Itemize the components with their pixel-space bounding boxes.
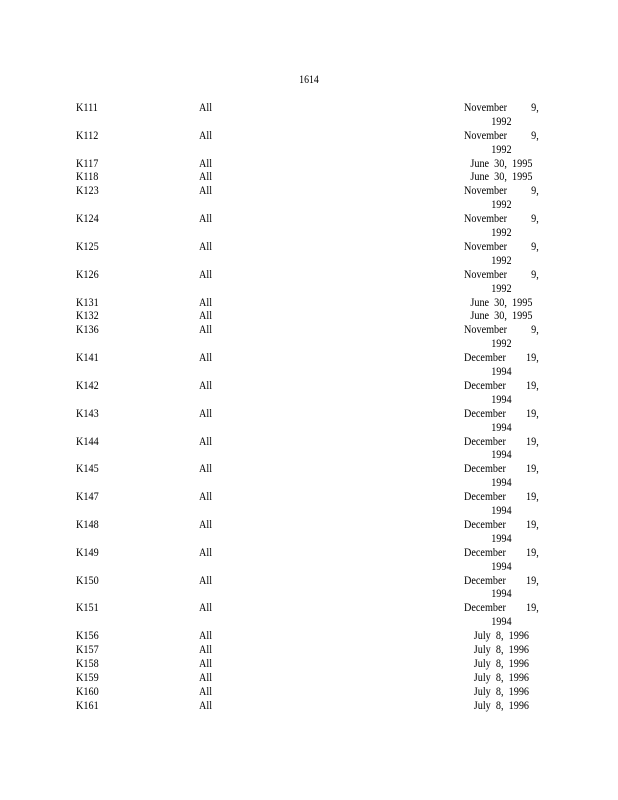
row-scope: All (199, 697, 213, 712)
table-row (0, 643, 618, 657)
date-year: 1994 (491, 447, 512, 462)
row-scope: All (199, 544, 213, 559)
row-scope: All (199, 211, 213, 226)
date-month: December (464, 516, 506, 531)
date-month: November (464, 183, 508, 198)
row-scope: All (199, 308, 213, 323)
date-line-1 (464, 546, 539, 560)
date-line-1 (464, 101, 539, 115)
date-month: November (464, 211, 508, 226)
date-month: December (464, 544, 506, 559)
date-year: 1994 (491, 364, 512, 379)
row-scope: All (199, 628, 213, 643)
table-row (0, 379, 618, 407)
date-year: 1992 (491, 280, 512, 295)
date-year: 1992 (491, 113, 512, 128)
row-scope: All (199, 294, 213, 309)
row-date (464, 379, 539, 407)
date-year: 1994 (491, 586, 512, 601)
date-month: December (464, 405, 506, 420)
row-code: K124 (76, 211, 99, 226)
date-month: December (464, 433, 506, 448)
date-day: 9, (531, 127, 539, 142)
row-scope: All (199, 433, 213, 448)
row-scope: All (199, 100, 213, 114)
table-row (0, 157, 618, 171)
date-month: December (464, 377, 506, 392)
date-month: December (464, 350, 506, 365)
date-line-1 (464, 351, 539, 365)
row-date (464, 657, 539, 671)
date-day: 19, (526, 350, 539, 365)
row-scope: All (199, 169, 213, 184)
table-row (0, 323, 618, 351)
date-line-1 (464, 435, 539, 449)
date-day: 19, (526, 489, 539, 504)
date-full: July 8, 1996 (473, 697, 530, 712)
row-code: K151 (76, 600, 99, 615)
row-date (464, 546, 539, 574)
date-line-1 (464, 268, 539, 282)
date-day: 19, (526, 600, 539, 615)
row-date (464, 671, 539, 685)
row-code: K150 (76, 572, 99, 587)
date-year: 1994 (491, 391, 512, 406)
date-day: 9, (531, 211, 539, 226)
row-date (464, 685, 539, 699)
date-year: 1994 (491, 475, 512, 490)
date-line-1 (464, 601, 539, 615)
date-month: November (464, 266, 508, 281)
date-line-1 (464, 490, 539, 504)
table-row (0, 101, 618, 129)
table-row (0, 240, 618, 268)
table-row (0, 685, 618, 699)
row-code: K118 (76, 169, 99, 184)
row-code: K111 (76, 100, 98, 114)
row-scope: All (199, 350, 213, 365)
date-line-1 (464, 240, 539, 254)
table-row (0, 129, 618, 157)
table-row (0, 574, 618, 602)
row-scope: All (199, 655, 213, 670)
date-month: December (464, 600, 506, 615)
date-full: July 8, 1996 (473, 683, 530, 698)
row-code: K144 (76, 433, 99, 448)
row-scope: All (199, 600, 213, 615)
row-code: K159 (76, 669, 99, 684)
row-date (464, 518, 539, 546)
row-scope: All (199, 405, 213, 420)
date-year: 1994 (491, 503, 512, 518)
date-line-1 (464, 323, 539, 337)
date-year: 1992 (491, 225, 512, 240)
date-line-1 (464, 129, 539, 143)
row-code: K125 (76, 238, 99, 253)
date-full: June 30, 1995 (470, 294, 533, 309)
date-line-1 (464, 379, 539, 393)
row-date (464, 323, 539, 351)
date-full: June 30, 1995 (470, 169, 533, 184)
row-code: K126 (76, 266, 99, 281)
date-month: November (464, 100, 508, 114)
date-year: 1994 (491, 614, 512, 629)
table-row (0, 671, 618, 685)
date-day: 19, (526, 461, 539, 476)
row-code: K145 (76, 461, 99, 476)
row-code: K161 (76, 697, 99, 712)
row-code: K136 (76, 322, 99, 337)
table-row (0, 435, 618, 463)
row-date (464, 351, 539, 379)
row-code: K143 (76, 405, 99, 420)
date-year: 1992 (491, 141, 512, 156)
table-row (0, 546, 618, 574)
row-date (464, 157, 539, 171)
row-date (464, 170, 539, 184)
date-line-1 (464, 184, 539, 198)
date-day: 19, (526, 377, 539, 392)
row-date (464, 309, 539, 323)
row-scope: All (199, 238, 213, 253)
table-row (0, 212, 618, 240)
date-day: 19, (526, 572, 539, 587)
table-row (0, 296, 618, 310)
date-month: December (464, 461, 506, 476)
row-code: K142 (76, 377, 99, 392)
date-year: 1994 (491, 530, 512, 545)
row-scope: All (199, 683, 213, 698)
row-date (464, 240, 539, 268)
date-day: 9, (531, 238, 539, 253)
date-year: 1992 (491, 336, 512, 351)
row-scope: All (199, 155, 213, 170)
row-scope: All (199, 322, 213, 337)
date-full: July 8, 1996 (473, 655, 530, 670)
row-date (464, 268, 539, 296)
row-date (464, 629, 539, 643)
row-scope: All (199, 183, 213, 198)
date-full: June 30, 1995 (470, 308, 533, 323)
table-row (0, 462, 618, 490)
table-row (0, 170, 618, 184)
date-line-1 (464, 407, 539, 421)
row-code: K148 (76, 516, 99, 531)
date-day: 19, (526, 433, 539, 448)
table-row (0, 601, 618, 629)
row-code: K160 (76, 683, 99, 698)
row-scope: All (199, 489, 213, 504)
table-row (0, 407, 618, 435)
row-scope: All (199, 266, 213, 281)
date-month: November (464, 322, 508, 337)
row-code: K131 (76, 294, 99, 309)
row-code: K156 (76, 628, 99, 643)
date-full: July 8, 1996 (473, 628, 530, 643)
row-date (464, 699, 539, 713)
table-row (0, 518, 618, 546)
table-row (0, 629, 618, 643)
row-code: K132 (76, 308, 99, 323)
date-day: 9, (531, 322, 539, 337)
row-date (464, 574, 539, 602)
date-line-1 (464, 212, 539, 226)
row-date (464, 129, 539, 157)
row-code: K158 (76, 655, 99, 670)
row-code: K149 (76, 544, 99, 559)
table-row (0, 490, 618, 518)
date-full: June 30, 1995 (470, 155, 533, 170)
row-date (464, 601, 539, 629)
row-date (464, 212, 539, 240)
row-code: K112 (76, 127, 99, 142)
table-row (0, 309, 618, 323)
row-date (464, 101, 539, 129)
date-year: 1992 (491, 197, 512, 212)
date-year: 1994 (491, 419, 512, 434)
date-day: 19, (526, 405, 539, 420)
row-date (464, 435, 539, 463)
date-line-1 (464, 574, 539, 588)
row-scope: All (199, 642, 213, 656)
row-code: K123 (76, 183, 99, 198)
table-row (0, 268, 618, 296)
row-date (464, 296, 539, 310)
row-date (464, 407, 539, 435)
date-month: November (464, 127, 508, 142)
table-row (0, 657, 618, 671)
date-day: 9, (531, 183, 539, 198)
table-row (0, 351, 618, 379)
row-date (464, 462, 539, 490)
date-month: December (464, 489, 506, 504)
date-year: 1992 (491, 252, 512, 267)
table-row (0, 184, 618, 212)
date-day: 9, (531, 100, 539, 114)
row-code: K117 (76, 155, 99, 170)
row-code: K141 (76, 350, 99, 365)
page-number: 1614 (299, 72, 319, 86)
date-year: 1994 (491, 558, 512, 573)
row-scope: All (199, 461, 213, 476)
row-date (464, 184, 539, 212)
row-date (464, 643, 539, 657)
row-scope: All (199, 127, 213, 142)
date-full: July 8, 1996 (473, 642, 530, 656)
date-line-1 (464, 462, 539, 476)
date-day: 19, (526, 544, 539, 559)
effective-date-table (0, 101, 618, 712)
date-day: 19, (526, 516, 539, 531)
row-code: K147 (76, 489, 99, 504)
date-line-1 (464, 518, 539, 532)
date-day: 9, (531, 266, 539, 281)
row-code: K157 (76, 642, 99, 656)
date-full: July 8, 1996 (473, 669, 530, 684)
date-month: December (464, 572, 506, 587)
row-date (464, 490, 539, 518)
date-month: November (464, 238, 508, 253)
row-scope: All (199, 572, 213, 587)
row-scope: All (199, 377, 213, 392)
table-row (0, 699, 618, 713)
row-scope: All (199, 516, 213, 531)
row-scope: All (199, 669, 213, 684)
